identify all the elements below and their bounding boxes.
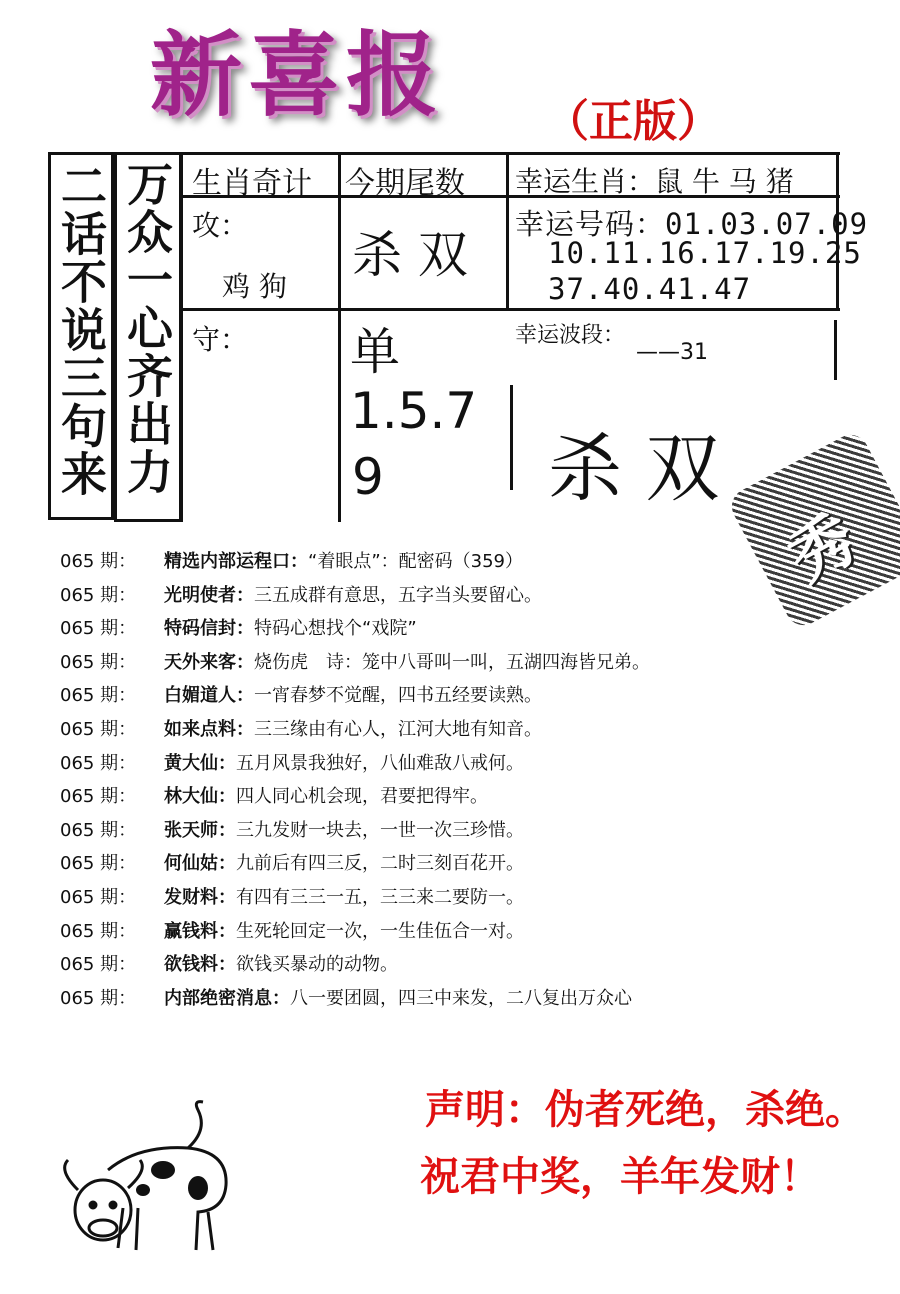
list-item [60,814,880,848]
lucky-zodiac: 幸运生肖：鼠 牛 马 猪 [515,165,794,198]
grid-line-right-low [834,320,837,380]
declaration: 声明：伪者死绝，杀绝。 [425,1087,865,1133]
row-key: 特码信封： [164,618,254,640]
list-item [60,881,880,915]
list-item [60,679,880,713]
grid-line-left [180,152,183,522]
row-period: 065 期： [60,685,137,707]
row-text: 八一要团圆，四三中来发，二八复出万众心 [290,987,632,1009]
row-period: 065 期： [60,584,137,606]
row-key: 何仙姑： [164,853,236,875]
grid-line-mid [180,308,840,311]
list-item [60,612,880,646]
row-key: 黄大仙： [164,752,236,774]
row-period: 065 期： [60,618,137,640]
slogan-right: 万众一心齐出力 [120,160,174,496]
row-text: 三九发财一块去，一世一次三珍惜。 [236,819,524,841]
list-item [60,847,880,881]
row-period: 065 期： [60,786,137,808]
row-key: 如来点料： [164,718,254,740]
defend-label: 守： [192,323,249,356]
grid-line-top [180,152,840,155]
tail-kill-value: 杀 双 [352,226,468,284]
row-text: 烧伤虎 诗：笼中八哥叫一叫，五湖四海皆兄弟。 [254,651,650,673]
row-text: 生死轮回定一次，一生佳伍合一对。 [236,920,524,942]
lucky-numbers-line2: 10.11.16.17.19.25 [548,236,862,270]
kill-even-big: 杀 双 [548,426,720,512]
grid-line-col3 [506,152,509,308]
single-numbers-1: 1.5.7 [350,382,478,440]
row-text: 五月风景我独好，八仙难敌八戒何。 [236,752,524,774]
lucky-numbers-line3: 37.40.41.47 [548,272,752,306]
row-text: 有四有三三一五，三三来二要防一。 [236,886,524,908]
row-period: 065 期： [60,920,137,942]
row-key: 内部绝密消息： [164,987,290,1009]
row-key: 欲钱料： [164,954,236,976]
row-text: 欲钱买暴动的动物。 [236,954,398,976]
attack-label: 攻： [192,209,249,242]
row-period: 065 期： [60,853,137,875]
row-period: 065 期： [60,886,137,908]
row-text: 三三缘由有心人，江河大地有知音。 [254,718,542,740]
row-key: 张天师： [164,819,236,841]
wave-value: ——31 [636,340,708,365]
list-item [60,948,880,982]
ox-illustration-icon [48,1100,248,1260]
row-key: 赢钱料： [164,920,236,942]
row-period: 065 期： [60,651,137,673]
list-item [60,915,880,949]
page-title: 新喜报 [150,22,445,129]
row-text: “着眼点”：配密码（359） [308,551,524,572]
row-key: 精选内部运程口： [164,551,308,572]
tips-list [60,545,880,1015]
list-item [60,747,880,781]
row-text: 特码心想找个“戏院” [254,618,417,640]
lucky-numbers-line1: 幸运号码：01.03.07.09 [515,207,869,241]
good-luck-wish: 祝君中奖，羊年发财！ [420,1154,820,1200]
single-label: 单 [350,323,400,381]
col-head-tail: 今期尾数 [345,166,465,201]
row-key: 林大仙： [164,786,236,808]
slogan-left: 二话不说三句来 [54,162,108,498]
row-period: 065 期： [60,752,137,774]
row-key: 天外来客： [164,651,254,673]
grid-line-col2 [338,152,341,522]
list-item [60,545,880,579]
attack-value: 鸡 狗 [222,270,287,303]
list-item [60,713,880,747]
row-period: 065 期： [60,954,137,976]
row-text: 一宵春梦不觉醒，四书五经要读熟。 [254,685,542,707]
row-text: 三五成群有意思，五字当头要留心。 [254,584,542,606]
row-period: 065 期： [60,718,137,740]
list-item [60,579,880,613]
row-period: 065 期： [60,819,137,841]
stamp-seal-text: 秀 [776,501,869,598]
row-key: 光明使者： [164,584,254,606]
edition-label: （正版） [545,96,721,147]
col-head-zodiac: 生肖奇计 [192,166,312,201]
row-key: 白媚道人： [164,685,254,707]
list-item [60,646,880,680]
list-item [60,780,880,814]
grid-line-col3-low [510,385,513,490]
row-text: 四人同心机会现，君要把得牢。 [236,786,488,808]
row-period: 065 期： [60,551,137,572]
list-item [60,982,880,1016]
row-period: 065 期： [60,987,137,1009]
row-text: 九前后有四三反，二时三刻百花开。 [236,853,524,875]
row-key: 发财料： [164,886,236,908]
wave-label: 幸运波段： [515,323,626,348]
single-numbers-2: 9 [352,448,384,506]
